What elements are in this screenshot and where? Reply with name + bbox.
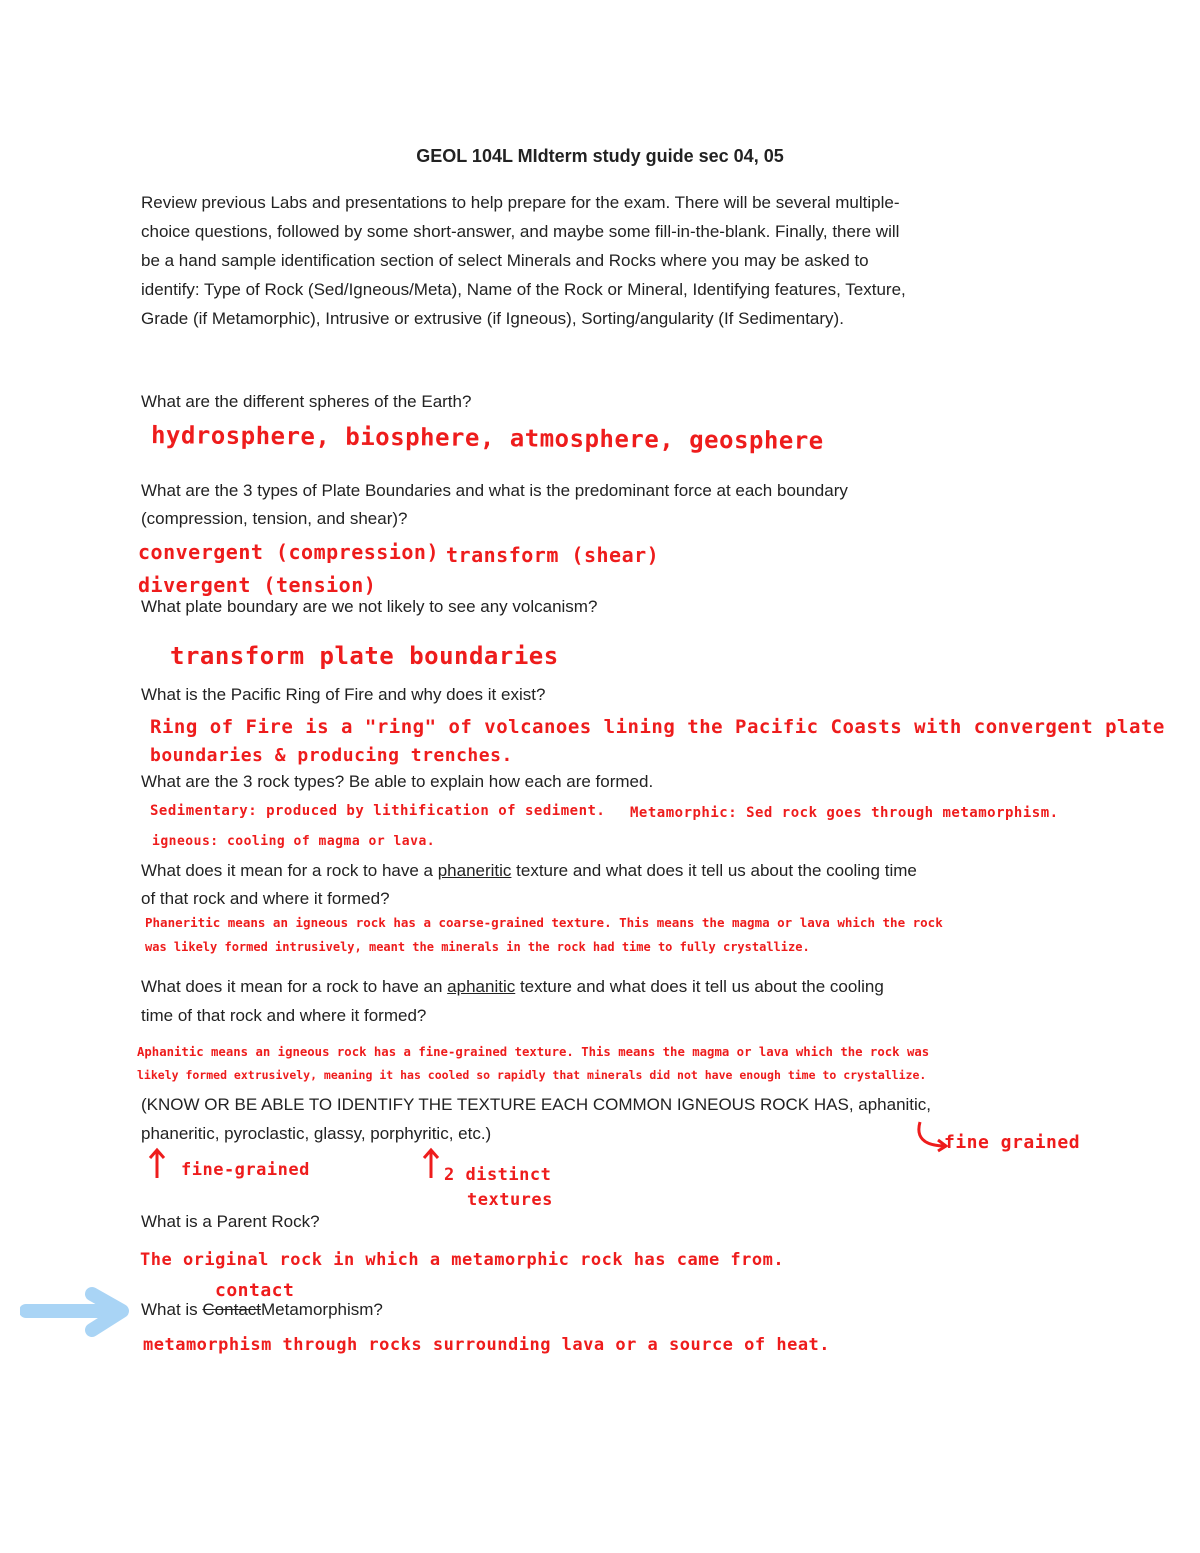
annotation-distinct-line2: textures: [467, 1190, 553, 1210]
question-parent-rock: What is a Parent Rock?: [141, 1212, 320, 1231]
intro-line: Review previous Labs and presentations to help prepare for the exam. There will be several multiple-: [141, 193, 900, 212]
answer-phaneritic-line1: Phaneritic means an igneous rock has a coarse-grained texture. This means the magma or lava which the rock: [145, 915, 943, 930]
annotation-contact-insert: contact: [215, 1280, 295, 1301]
struck-word: Contact: [202, 1300, 261, 1319]
question-phaneritic-pre: What does it mean for a rock to have a: [141, 861, 438, 880]
note-line1: (KNOW OR BE ABLE TO IDENTIFY THE TEXTURE EACH COMMON IGNEOUS ROCK HAS, aphanitic,: [141, 1095, 932, 1114]
answer-aphanitic-line2: likely formed extrusively, meaning it has cooled so rapidly that minerals did not have enough time to crystallize.: [137, 1068, 927, 1082]
answer-aphanitic-line1: Aphanitic means an igneous rock has a fine-grained texture. This means the magma or lava which the rock was: [137, 1045, 930, 1059]
question-rock-types: What are the 3 rock types? Be able to explain how each are formed.: [141, 772, 654, 791]
term-aphanitic: aphanitic: [447, 977, 516, 996]
note-line2: phaneritic, pyroclastic, glassy, porphyritic, etc.): [141, 1124, 492, 1143]
intro-line: identify: Type of Rock (Sed/Igneous/Meta), Name of the Rock or Mineral, Identifying features, Texture,: [141, 280, 906, 299]
document-title: GEOL 104L MIdterm study guide sec 04, 05: [416, 146, 784, 166]
question-phaneritic-line1: [141, 860, 917, 882]
question-aphanitic-pre: What does it mean for a rock to have an: [141, 977, 448, 996]
question-aphanitic-post: texture and what does it tell us about the cooling: [515, 977, 884, 996]
answer-ring-of-fire-line2: boundaries & producing trenches.: [150, 745, 513, 766]
intro-paragraph: [141, 188, 1061, 333]
question-spheres: What are the different spheres of the Earth?: [141, 392, 472, 411]
answer-contact-metamorphism: metamorphism through rocks surrounding lava or a source of heat.: [143, 1335, 831, 1355]
annotation-fine-grained-left: fine-grained: [181, 1160, 310, 1180]
answer-transform: transform (shear): [446, 543, 660, 567]
answer-convergent: convergent (compression): [138, 540, 439, 564]
question-phaneritic-line2: of that rock and where it formed?: [141, 889, 390, 908]
answer-parent-rock: The original rock in which a metamorphic rock has came from.: [140, 1250, 785, 1270]
intro-line: choice questions, followed by some short-answer, and maybe some fill-in-the-blank. Finally, there will: [141, 222, 900, 241]
question-plate-boundaries-line2: (compression, tension, and shear)?: [141, 509, 408, 528]
question-aphanitic-line2: time of that rock and where it formed?: [141, 1006, 427, 1025]
up-arrow-icon: [146, 1146, 168, 1180]
intro-line: be a hand sample identification section of select Minerals and Rocks where you may be asked to: [141, 251, 869, 270]
intro-line: Grade (if Metamorphic), Intrusive or extrusive (if Igneous), Sorting/angularity (If Sedimentary).: [141, 309, 844, 328]
question-aphanitic-line1: [141, 976, 884, 998]
answer-sedimentary: Sedimentary: produced by lithification of sediment.: [150, 803, 606, 819]
answer-ring-of-fire-line1: Ring of Fire is a "ring" of volcanoes lining the Pacific Coasts with convergent plate: [150, 716, 1165, 738]
question-contact-pre: What is: [141, 1300, 203, 1319]
annotation-distinct-line1: 2 distinct: [444, 1165, 552, 1185]
answer-volcanism: transform plate boundaries: [170, 642, 559, 670]
arrow-right-icon: [20, 1286, 132, 1338]
question-plate-boundaries-line1: What are the 3 types of Plate Boundaries and what is the predominant force at each boundary: [141, 481, 848, 500]
question-volcanism: What plate boundary are we not likely to see any volcanism?: [141, 597, 598, 616]
up-arrow-icon: [420, 1146, 442, 1180]
answer-phaneritic-line2: was likely formed intrusively, meant the minerals in the rock had time to fully crystallize.: [145, 940, 810, 954]
question-ring-of-fire: What is the Pacific Ring of Fire and why does it exist?: [141, 685, 546, 704]
answer-metamorphic: Metamorphic: Sed rock goes through metamorphism.: [630, 805, 1059, 821]
term-phaneritic: phaneritic: [437, 861, 512, 880]
question-contact-metamorphism: [141, 1299, 383, 1321]
answer-igneous: igneous: cooling of magma or lava.: [152, 834, 436, 849]
answer-divergent: divergent (tension): [138, 573, 377, 597]
question-phaneritic-post: texture and what does it tell us about the cooling time: [511, 861, 917, 880]
answer-spheres: hydrosphere, biosphere, atmosphere, geosphere: [150, 421, 824, 455]
question-contact-post: Metamorphism?: [261, 1300, 383, 1319]
annotation-fine-grained-right: fine grained: [944, 1132, 1081, 1153]
